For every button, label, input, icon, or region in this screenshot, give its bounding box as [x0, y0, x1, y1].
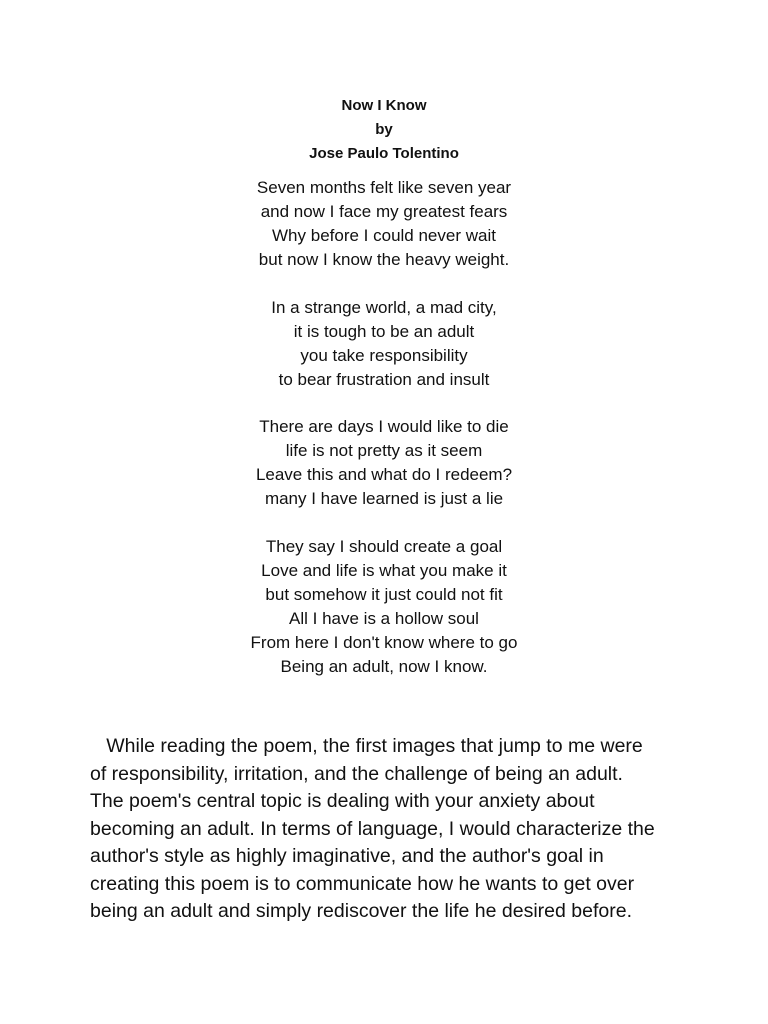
analysis-line: being an adult and simply rediscover the life he desired before.	[90, 900, 632, 922]
poem-line: you take responsibility	[300, 345, 468, 365]
analysis-line: While reading the poem, the first images that jump to me were	[90, 735, 643, 757]
poem-line: Seven months felt like seven year	[256, 178, 512, 197]
analysis-line: author's style as highly imaginative, and the author's goal in	[90, 845, 604, 867]
poem-line: Being an adult, now I know.	[280, 656, 488, 676]
poem-title: Now I Know	[341, 97, 427, 114]
analysis-line: The poem's central topic is dealing with your anxiety about	[90, 790, 595, 812]
poem-line: They say I should create a goal	[265, 536, 503, 556]
poem-line: but now I know the heavy weight.	[258, 250, 510, 269]
poem-body	[0, 176, 768, 702]
poem-line: many I have learned is just a lie	[264, 489, 504, 508]
analysis-paragraph	[90, 733, 690, 926]
analysis-line: creating this poem is to communicate how he wants to get over	[90, 872, 635, 895]
poem-line: Love and life is what you make it	[261, 560, 507, 580]
analysis-line: of responsibility, irritation, and the challenge of being an adult.	[90, 762, 623, 785]
poem-by-line: by	[375, 121, 393, 138]
poem-line: All I have is a hollow soul	[289, 608, 479, 628]
poem-stanza-4	[0, 535, 768, 679]
analysis-line: becoming an adult. In terms of language, I would characterize the	[90, 817, 655, 840]
poem-line: but somehow it just could not fit	[265, 584, 503, 604]
poem-line: it is tough to be an adult	[293, 321, 475, 341]
poem-stanza-3	[0, 415, 768, 511]
poem-line: In a strange world, a mad city,	[271, 297, 497, 317]
poem-line: Leave this and what do I redeem?	[255, 465, 513, 484]
poem-line: Why before I could never wait	[272, 226, 496, 245]
poem-stanza-1	[0, 176, 768, 272]
poem-stanza-2	[0, 296, 768, 392]
poem-line: There are days I would like to die	[259, 417, 509, 436]
poem-author: Jose Paulo Tolentino	[309, 145, 459, 162]
poem-header	[0, 94, 768, 166]
poem-line: From here I don't know where to go	[250, 632, 518, 652]
poem-line: to bear frustration and insult	[278, 369, 490, 389]
poem-line: and now I face my greatest fears	[260, 202, 508, 221]
poem-line: life is not pretty as it seem	[285, 441, 483, 460]
